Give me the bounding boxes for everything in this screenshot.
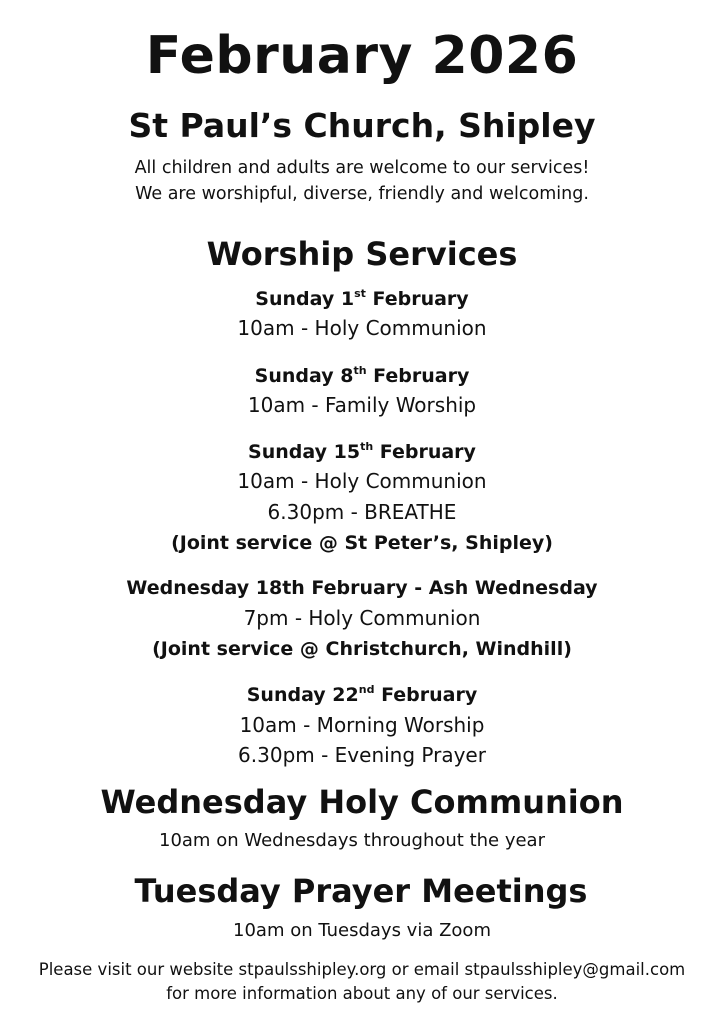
tuesday-prayer-text: 10am on Tuesdays via Zoom bbox=[233, 920, 491, 941]
service-day-3: Sunday 15th February bbox=[248, 439, 476, 463]
service-time: 10am - Family Worship bbox=[247, 393, 477, 417]
footer-contact-line: Please visit our website stpaulsshipley.org or email stpaulsshipley@gmail.com bbox=[38, 960, 686, 979]
service-time: 10am - Holy Communion bbox=[237, 316, 487, 340]
service-note: (Joint service @ St Peter’s, Shipley) bbox=[171, 532, 553, 554]
intro-line-2: We are worshipful, diverse, friendly and welcoming. bbox=[135, 184, 589, 204]
service-time: 6.30pm - BREATHE bbox=[267, 500, 457, 524]
service-time: 7pm - Holy Communion bbox=[243, 606, 481, 630]
service-note: (Joint service @ Christchurch, Windhill) bbox=[152, 638, 572, 660]
page-title: February 2026 bbox=[145, 26, 579, 86]
service-time: 10am - Morning Worship bbox=[239, 713, 485, 737]
service-day-5: Sunday 22nd February bbox=[246, 682, 478, 706]
service-day-2: Sunday 8th February bbox=[254, 363, 470, 387]
wednesday-communion-heading: Wednesday Holy Communion bbox=[100, 783, 624, 821]
service-day-1: Sunday 1st February bbox=[255, 286, 469, 310]
wednesday-communion-text: 10am on Wednesdays throughout the year bbox=[159, 830, 545, 851]
service-time: 6.30pm - Evening Prayer bbox=[238, 743, 486, 767]
intro-line-1: All children and adults are welcome to our services! bbox=[134, 158, 590, 178]
service-day-4: Wednesday 18th February - Ash Wednesday bbox=[126, 577, 598, 599]
footer-info-line: for more information about any of our services. bbox=[166, 984, 558, 1003]
church-name: St Paul’s Church, Shipley bbox=[128, 106, 596, 145]
tuesday-prayer-heading: Tuesday Prayer Meetings bbox=[134, 872, 588, 910]
service-time: 10am - Holy Communion bbox=[237, 469, 487, 493]
worship-services-heading: Worship Services bbox=[206, 235, 518, 273]
